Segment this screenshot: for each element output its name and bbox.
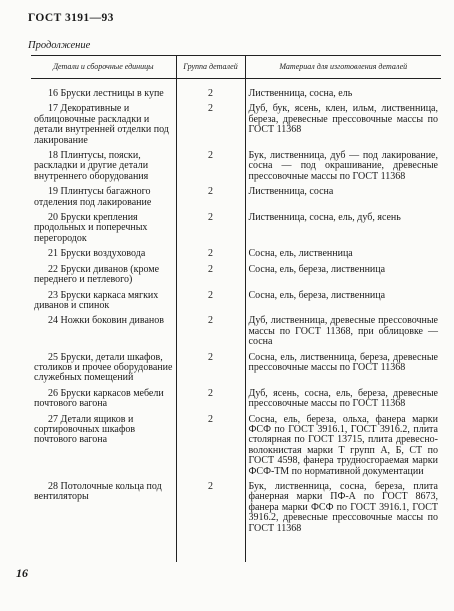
detail-cell: 19 Плинтусы багажного отделения под лакирование [34,186,152,208]
material-cell: Лиственница, сосна, ель, дуб, ясень [245,213,441,249]
detail-cell: 26 Бруски каркасов мебели почтового вагона [34,387,164,410]
document-header: ГОСТ 3191—93 [28,12,114,24]
parts-table [31,55,441,562]
column-header-group: Группа деталей [176,56,245,79]
detail-cell: 18 Плинтусы, пояски, раскладки и другие детали внутреннего оборудования [34,150,149,182]
column-header-material: Материал для изготовления деталей [245,56,441,79]
table-row [31,415,441,482]
material-cell: Дуб, лиственница, древесные прессовочные массы по ГОСТ 11368, при облицовке — сосна [245,316,441,352]
group-cell: 2 [176,104,245,151]
material-cell: Сосна, ель, береза, лиственница [245,265,441,291]
continuation-label: Продолжение [28,40,91,51]
table-row [31,187,441,213]
table-row [31,291,441,317]
table-header-row [31,56,441,79]
material-cell: Сосна, ель, береза, ольха, фанера марки ФСФ по ГОСТ 3916.1, ГОСТ 3916.2, плита столярная по ГОСТ 13715, плита древесно-волокнистая марки Т групп А, Б, СТ по ГОСТ 4598, фанера трудносгораемая марки ФСФ-ТМ по нормативной документации [245,415,441,482]
table-row [31,482,441,562]
detail-cell: 21 Бруски воздуховода [48,248,146,260]
material-cell: Лиственница, сосна [245,187,441,213]
material-cell: Сосна, ель, лиственница [245,249,441,264]
column-header-detail: Детали и сборочные единицы [31,56,176,79]
group-cell: 2 [176,316,245,352]
material-cell: Сосна, ель, береза, лиственница [245,291,441,317]
material-cell: Бук, лиственница, дуб — под лакирование, сосна — под окрашивание, древесные прессовочные массы по ГОСТ 11368 [245,151,441,187]
table-row [31,265,441,291]
group-cell: 2 [176,389,245,415]
material-cell: Дуб, бук, ясень, клен, ильм, лиственница, береза, древесные прессовочные массы по ГОСТ 11368 [245,104,441,151]
material-cell: Лиственница, сосна, ель [245,79,441,105]
table-body [31,79,441,563]
group-cell: 2 [176,187,245,213]
detail-cell: 28 Потолочные кольца под вентиляторы [34,481,162,503]
table-row [31,353,441,389]
group-cell: 2 [176,482,245,562]
detail-cell: 24 Ножки боковин диванов [48,315,164,327]
table-row [31,249,441,264]
detail-cell: 22 Бруски диванов (кроме переднего и петлевого) [34,263,160,286]
material-cell: Сосна, ель, лиственница, береза, древесные прессовочные массы по ГОСТ 11368 [245,353,441,389]
group-cell: 2 [176,291,245,317]
detail-cell: 20 Бруски крепления продольных и поперечных перегородок [34,212,148,244]
group-cell: 2 [176,353,245,389]
detail-cell: 17 Декоративные и облицовочные раскладки и детали внутренней отделки под лакирование [34,103,169,146]
table-row [31,79,441,105]
detail-cell: 27 Детали ящиков и сортировочных шкафов почтового вагона [34,413,136,446]
detail-cell: 16 Бруски лестницы в купе [48,88,164,99]
group-cell: 2 [176,213,245,249]
material-cell: Дуб, ясень, сосна, ель, береза, древесные прессовочные массы по ГОСТ 11368 [245,389,441,415]
table-row [31,151,441,187]
group-cell: 2 [176,249,245,264]
group-cell: 2 [176,151,245,187]
table-row [31,213,441,249]
detail-cell: 25 Бруски, детали шкафов, столиков и прочее оборудование служебных помещений [34,351,173,384]
table-row [31,104,441,151]
group-cell: 2 [176,265,245,291]
detail-cell: 23 Бруски каркаса мягких диванов и спинок [34,289,159,311]
table-row [31,389,441,415]
page-number: 16 [16,566,28,580]
table-row [31,316,441,352]
material-cell: Бук, лиственница, сосна, береза, плита фанерная марки ПФ-А по ГОСТ 8673, фанера марки ФСФ по ГОСТ 3916.1, ГОСТ 3916.2, древесные прессовочные массы по ГОСТ 11368 [245,482,441,562]
group-cell: 2 [176,79,245,105]
group-cell: 2 [176,415,245,482]
